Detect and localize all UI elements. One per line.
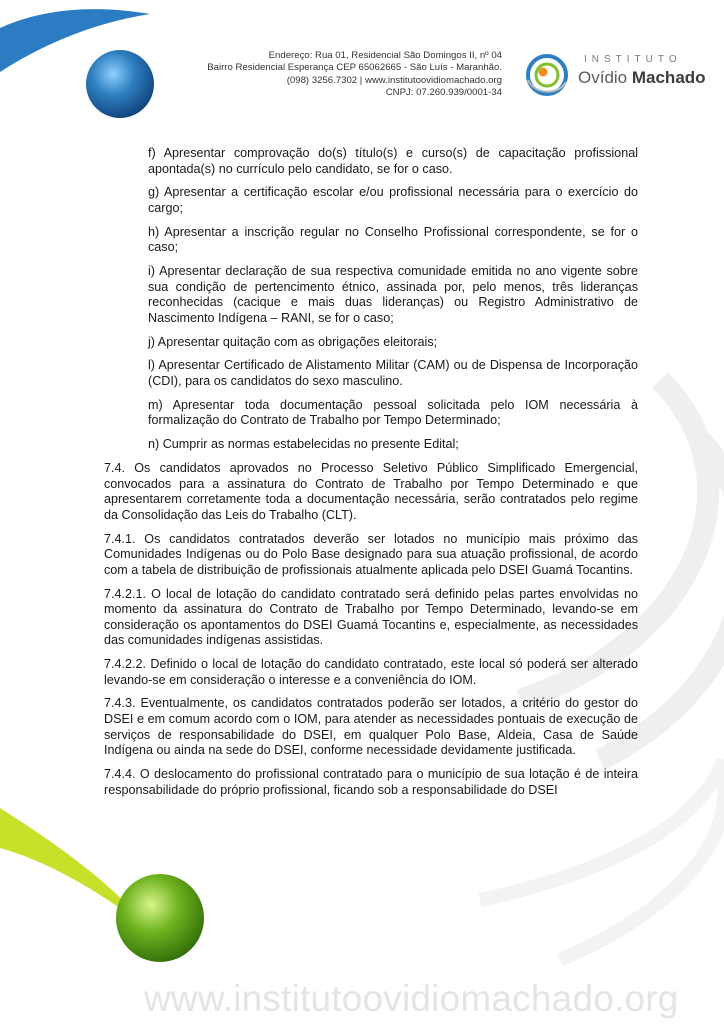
institute-logo — [522, 50, 712, 100]
section-paragraph: 7.4.2.1. O local de lotação do candidato contratado será definido pelas partes envolvidas no momento da assinatura do Contrato de Trabalho por Tempo Determinado, levando-se em consideração os apontamentos do DSEI Guamá Tocantins e, especialmente, as necessidades das comunidades indígenas assistidas. — [104, 586, 638, 648]
paragraph: l) Apresentar Certificado de Alistamento Militar (CAM) ou de Dispensa de Incorporação (CDI), para os candidatos do sexo masculino. — [148, 358, 638, 389]
phone-website-line: (098) 3256.7302 | www.institutoovidiomachado.org — [286, 74, 502, 86]
address-line: Endereço: Rua 01, Residencial São Domingos II, nº 04 — [268, 50, 502, 61]
document-body — [104, 146, 638, 806]
address-line: Bairro Residencial Esperança CEP 65062665 - São Luís - Maranhão. — [207, 62, 502, 74]
section-paragraph: 7.4. Os candidatos aprovados no Processo Seletivo Público Simplificado Emergencial, convocados para a assinatura do Contrato de Trabalho por Tempo Determinado e que apresentarem corretamente toda a documentação necessária, serão contratados pelo regime da Consolidação das Leis do Trabalho (CLT). — [104, 461, 638, 522]
green-swoosh — [0, 808, 150, 930]
blue-swoosh — [0, 9, 150, 72]
website-watermark: www.institutoovidiomachado.org — [144, 978, 679, 1019]
paragraph: h) Apresentar a inscrição regular no Conselho Profissional correspondente, se for o caso; — [148, 224, 638, 255]
logo-name-regular: Ovídio — [578, 68, 632, 87]
section-paragraph: 7.4.2.2. Definido o local de lotação do candidato contratado, este local só poderá ser alterado levando-se em consideração o interesse e a conveniência do IOM. — [104, 657, 638, 687]
header-address — [196, 50, 502, 100]
section-paragraph: 7.4.3. Eventualmente, os candidatos contratados poderão ser lotados, a critério do gestor do DSEI e em comum acordo com o IOM, para atender as necessidades pontuais de execução de serviços de responsabilidade do DSEI, em qualquer Polo Base, Aldeia, Casa de Saúde Indígena ou ainda na sede do DSEI, conforme necessidade devidamente justificada. — [104, 696, 638, 758]
logo-name — [578, 68, 706, 88]
paragraph: j) Apresentar quitação com as obrigações eleitorais; — [148, 334, 438, 349]
paragraph: n) Cumprir as normas estabelecidas no presente Edital; — [148, 437, 459, 452]
section-paragraph: 7.4.1. Os candidatos contratados deverão ser lotados no município mais próximo das Comunidades Indígenas ou do Polo Base designado para sua atuação profissional, de acordo com a tabela de distribuição de profissionais atualmente aplicada pelo DSEI Guamá Tocantins. — [104, 531, 638, 577]
paragraph: f) Apresentar comprovação do(s) título(s) e curso(s) de capacitação profissional apontada(s) no currículo pelo candidato, se for o caso. — [148, 146, 638, 176]
green-orb — [116, 874, 204, 962]
paragraph: m) Apresentar toda documentação pessoal solicitada pelo IOM necessária à formalização do Contrato de Trabalho por Tempo Determinado; — [148, 397, 638, 428]
blue-orb — [86, 50, 154, 118]
cnpj-line: CNPJ: 07.260.939/0001-34 — [385, 87, 502, 99]
paragraph: g) Apresentar a certificação escolar e/ou profissional necessária para o exercício do cargo; — [148, 185, 638, 215]
logo-mark-icon — [522, 50, 572, 100]
section-paragraph: 7.4.4. O deslocamento do profissional contratado para o município de sua lotação é de inteira responsabilidade do próprio profissional, ficando sob a responsabilidade do DSEI — [104, 767, 638, 797]
logo-name-bold: Machado — [631, 68, 706, 87]
paragraph: i) Apresentar declaração de sua respectiva comunidade emitida no ano vigente sobre sua condição de pertencimento étnico, assinada por, pelo menos, três lideranças reconhecidas (cacique e mais duas lideranças) ou Registro Administrativo de Nascimento Indígena – RANI, se for o caso; — [148, 264, 638, 325]
logo-small-text: INSTITUTO — [584, 54, 682, 65]
